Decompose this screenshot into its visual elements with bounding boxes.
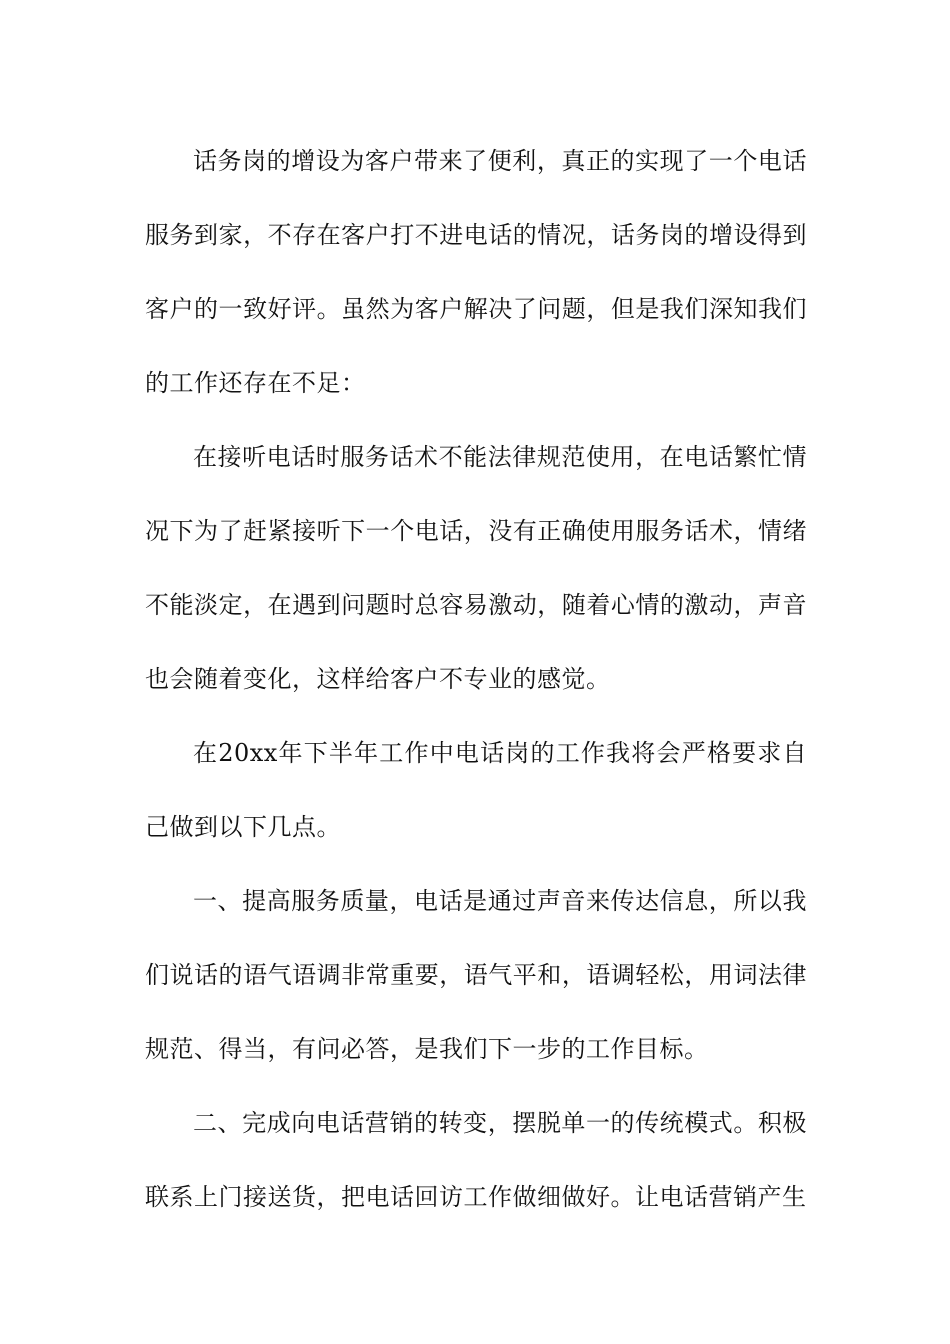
paragraph-5: 二、完成向电话营销的转变，摆脱单一的传统模式。积极联系上门接送货，把电话回访工作做细做好。让电话营销产生 xyxy=(145,1109,807,1211)
paragraph-3: 在20xx年下半年工作中电话岗的工作我将会严格要求自己做到以下几点。 xyxy=(145,739,807,841)
paragraph-1: 话务岗的增设为客户带来了便利，真正的实现了一个电话服务到家，不存在客户打不进电话的情况，话务岗的增设得到客户的一致好评。虽然为客户解决了问题，但是我们深知我们的工作还存在不足： xyxy=(145,147,807,397)
paragraph-4: 一、提高服务质量，电话是通过声音来传达信息，所以我们说话的语气语调非常重要，语气平和，语调轻松，用词法律规范、得当，有问必答，是我们下一步的工作目标。 xyxy=(145,887,807,1063)
paragraph-2: 在接听电话时服务话术不能法律规范使用，在电话繁忙情况下为了赶紧接听下一个电话，没有正确使用服务话术，情绪不能淡定，在遇到问题时总容易激动，随着心情的激动，声音也会随着变化，这样给客户不专业的感觉。 xyxy=(145,443,807,693)
document-body xyxy=(145,124,807,1234)
